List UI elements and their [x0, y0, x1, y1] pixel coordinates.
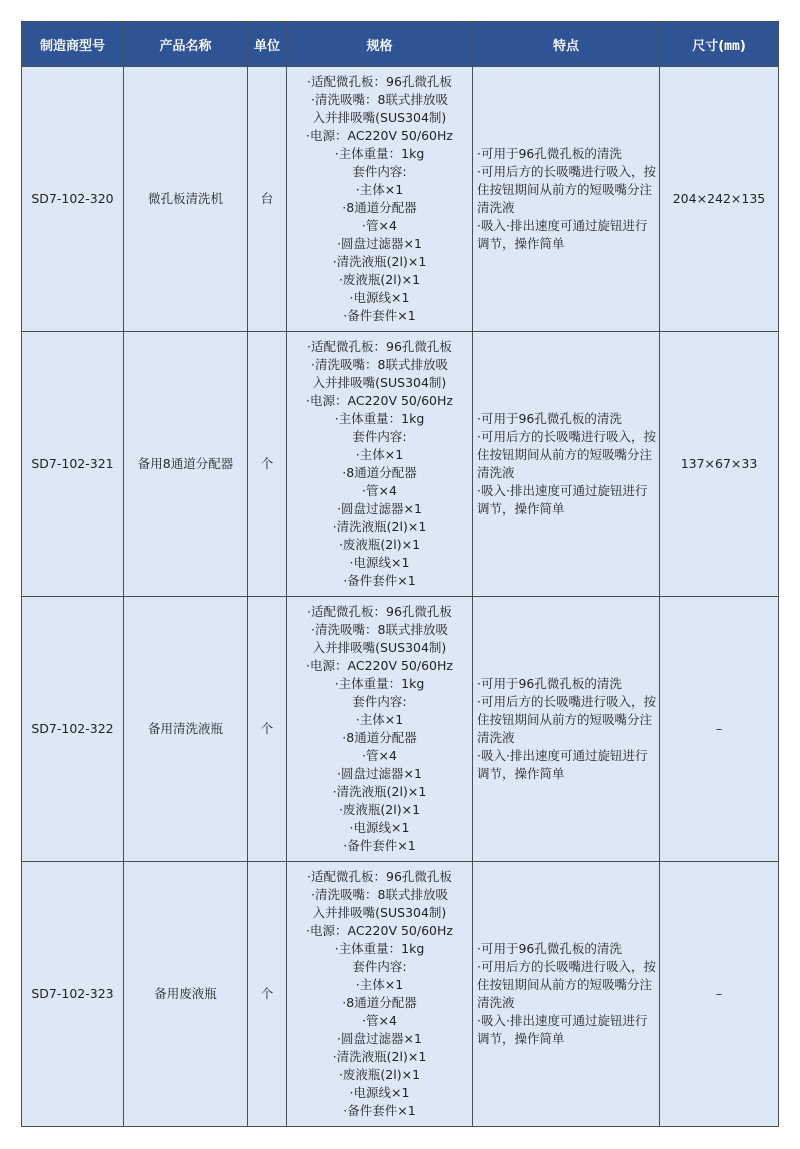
cell-size: 137×67×33: [660, 332, 779, 597]
cell-size: 204×242×135: [660, 67, 779, 332]
header-size-unit: mm: [724, 38, 740, 54]
cell-unit: 个: [248, 862, 287, 1127]
table-row: [22, 332, 779, 597]
cell-unit: 个: [248, 597, 287, 862]
cell-unit: 个: [248, 332, 287, 597]
header-product-name: 产品名称: [124, 22, 248, 67]
spec-line: ·废液瓶(2l)×1: [338, 802, 421, 817]
feature-item: ·可用于96孔微孔板的清洗: [477, 411, 622, 426]
spec-line: ·废液瓶(2l)×1: [338, 537, 421, 552]
spec-line: ·清洗吸嘴：8联式排放吸: [311, 92, 448, 107]
spec-line: ·主体重量：1kg: [334, 676, 425, 691]
spec-line: ·8通道分配器: [342, 200, 417, 215]
spec-line: ·清洗液瓶(2l)×1: [332, 519, 427, 534]
cell-spec: [287, 67, 473, 332]
spec-line: ·主体×1: [355, 977, 404, 992]
spec-line: ·备件套件×1: [343, 308, 416, 323]
spec-line: ·主体×1: [355, 447, 404, 462]
cell-features: [473, 862, 660, 1127]
cell-size: –: [660, 597, 779, 862]
spec-line: ·备件套件×1: [343, 573, 416, 588]
feature-item: ·吸入·排出速度可通过旋钮进行调节，操作简单: [477, 218, 648, 251]
spec-line: 入并排吸嘴(SUS304制): [312, 640, 447, 655]
spec-line: ·电源：AC220V 50/60Hz: [306, 393, 453, 408]
spec-line: ·管×4: [362, 218, 397, 233]
spec-line: ·电源：AC220V 50/60Hz: [306, 128, 453, 143]
spec-line: ·圆盘过滤器×1: [337, 501, 422, 516]
cell-model: SD7-102-323: [22, 862, 124, 1127]
cell-size: –: [660, 862, 779, 1127]
feature-item: ·可用后方的长吸嘴进行吸入，按住按钮期间从前方的短吸嘴分注清洗液: [477, 164, 656, 215]
cell-spec: [287, 597, 473, 862]
feature-item: ·可用后方的长吸嘴进行吸入，按住按钮期间从前方的短吸嘴分注清洗液: [477, 959, 656, 1010]
header-size-prefix: 尺寸(: [692, 38, 725, 54]
cell-product-name: 备用清洗液瓶: [124, 597, 248, 862]
header-row: [22, 22, 779, 67]
header-size-suffix: ): [739, 38, 746, 54]
spec-line: ·8通道分配器: [342, 730, 417, 745]
header-maker-model: 制造商型号: [22, 22, 124, 67]
spec-line: ·清洗液瓶(2l)×1: [332, 784, 427, 799]
feature-item: ·可用于96孔微孔板的清洗: [477, 676, 622, 691]
spec-line: ·主体重量：1kg: [334, 941, 425, 956]
spec-line: ·管×4: [362, 1013, 397, 1028]
cell-model: SD7-102-320: [22, 67, 124, 332]
cell-product-name: 备用废液瓶: [124, 862, 248, 1127]
spec-line: 入并排吸嘴(SUS304制): [312, 375, 447, 390]
spec-line: ·电源线×1: [349, 555, 410, 570]
spec-line: ·8通道分配器: [342, 995, 417, 1010]
spec-line: ·废液瓶(2l)×1: [338, 1067, 421, 1082]
spec-line: 套件内容:: [352, 164, 407, 179]
product-spec-table: [21, 21, 779, 1127]
feature-item: ·可用后方的长吸嘴进行吸入，按住按钮期间从前方的短吸嘴分注清洗液: [477, 694, 656, 745]
cell-features: [473, 332, 660, 597]
spec-line: ·电源：AC220V 50/60Hz: [306, 658, 453, 673]
spec-line: 入并排吸嘴(SUS304制): [312, 110, 447, 125]
spec-line: ·清洗吸嘴：8联式排放吸: [311, 622, 448, 637]
header-features: 特点: [473, 22, 660, 67]
cell-product-name: 备用8通道分配器: [124, 332, 248, 597]
spec-line: ·清洗液瓶(2l)×1: [332, 254, 427, 269]
spec-line: ·适配微孔板：96孔微孔板: [307, 869, 452, 884]
cell-spec: [287, 862, 473, 1127]
spec-line: ·主体重量：1kg: [334, 411, 425, 426]
spec-line: ·清洗吸嘴：8联式排放吸: [311, 887, 448, 902]
spec-line: ·废液瓶(2l)×1: [338, 272, 421, 287]
spec-line: ·管×4: [362, 483, 397, 498]
feature-item: ·吸入·排出速度可通过旋钮进行调节，操作简单: [477, 483, 648, 516]
table-row: [22, 597, 779, 862]
spec-line: ·适配微孔板：96孔微孔板: [307, 74, 452, 89]
feature-item: ·吸入·排出速度可通过旋钮进行调节，操作简单: [477, 748, 648, 781]
spec-line: ·适配微孔板：96孔微孔板: [307, 339, 452, 354]
feature-item: ·可用于96孔微孔板的清洗: [477, 146, 622, 161]
spec-line: ·圆盘过滤器×1: [337, 1031, 422, 1046]
spec-line: ·电源线×1: [349, 820, 410, 835]
table-row: [22, 862, 779, 1127]
spec-line: ·管×4: [362, 748, 397, 763]
spec-line: ·电源线×1: [349, 290, 410, 305]
spec-line: ·主体×1: [355, 712, 404, 727]
spec-line: ·备件套件×1: [343, 1103, 416, 1118]
cell-features: [473, 67, 660, 332]
spec-line: ·圆盘过滤器×1: [337, 766, 422, 781]
cell-spec: [287, 332, 473, 597]
feature-item: ·吸入·排出速度可通过旋钮进行调节，操作简单: [477, 1013, 648, 1046]
spec-line: ·电源：AC220V 50/60Hz: [306, 923, 453, 938]
feature-item: ·可用后方的长吸嘴进行吸入，按住按钮期间从前方的短吸嘴分注清洗液: [477, 429, 656, 480]
spec-line: 入并排吸嘴(SUS304制): [312, 905, 447, 920]
cell-product-name: 微孔板清洗机: [124, 67, 248, 332]
spec-line: ·主体×1: [355, 182, 404, 197]
spec-line: 套件内容:: [352, 959, 407, 974]
table-row: [22, 67, 779, 332]
spec-line: ·适配微孔板：96孔微孔板: [307, 604, 452, 619]
header-spec: 规格: [287, 22, 473, 67]
cell-model: SD7-102-321: [22, 332, 124, 597]
header-unit: 单位: [248, 22, 287, 67]
cell-model: SD7-102-322: [22, 597, 124, 862]
spec-line: ·8通道分配器: [342, 465, 417, 480]
spec-line: ·清洗液瓶(2l)×1: [332, 1049, 427, 1064]
cell-features: [473, 597, 660, 862]
spec-line: ·电源线×1: [349, 1085, 410, 1100]
header-size: [660, 22, 779, 67]
spec-line: ·圆盘过滤器×1: [337, 236, 422, 251]
spec-line: ·清洗吸嘴：8联式排放吸: [311, 357, 448, 372]
spec-line: ·备件套件×1: [343, 838, 416, 853]
spec-line: 套件内容:: [352, 429, 407, 444]
cell-unit: 台: [248, 67, 287, 332]
feature-item: ·可用于96孔微孔板的清洗: [477, 941, 622, 956]
spec-line: ·主体重量：1kg: [334, 146, 425, 161]
spec-line: 套件内容:: [352, 694, 407, 709]
